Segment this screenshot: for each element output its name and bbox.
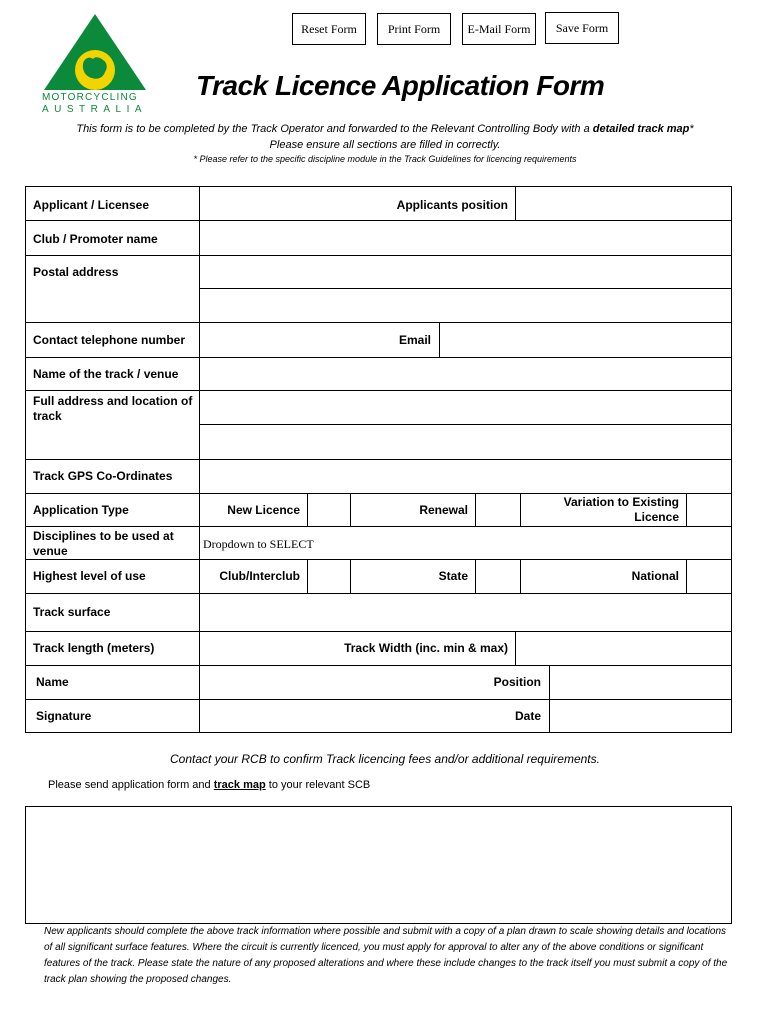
send-instructions: Please send application form and track map to your relevant SCB — [48, 779, 371, 791]
track-map-link[interactable]: track map — [213, 779, 266, 791]
email-label: Email — [398, 333, 431, 347]
club-promoter-label: Club / Promoter name — [33, 232, 158, 246]
position-input[interactable] — [550, 666, 731, 699]
contact-rcb-note: Contact your RCB to confirm Track licencing fees and/or additional requirements. — [170, 752, 600, 766]
applicant-input[interactable] — [200, 188, 340, 220]
intro-line-2: Please ensure all sections are filled in correctly. — [269, 139, 501, 151]
national-label: National — [631, 569, 679, 583]
save-form-button[interactable]: Save Form — [545, 12, 619, 44]
track-length-input[interactable] — [200, 632, 330, 665]
track-surface-label: Track surface — [33, 605, 111, 619]
state-label: State — [438, 569, 468, 583]
renewal-checkbox[interactable] — [476, 494, 520, 526]
variation-checkbox[interactable] — [687, 494, 731, 526]
full-address-input[interactable] — [200, 391, 731, 459]
club-interclub-checkbox[interactable] — [308, 560, 350, 593]
disciplines-label: Disciplines to be used at venue — [33, 529, 174, 558]
applicant-position-label: Applicants position — [396, 198, 508, 212]
highest-level-label: Highest level of use — [33, 569, 146, 583]
intro-line-3: * Please refer to the specific discipline module in the Track Guidelines for licencing requirements — [193, 154, 577, 164]
national-checkbox[interactable] — [687, 560, 731, 593]
gps-coordinates-label: Track GPS Co-Ordinates — [33, 469, 173, 483]
track-width-label: Track Width (inc. min & max) — [344, 641, 508, 655]
contact-telephone-input[interactable] — [200, 323, 350, 357]
applicant-label: Applicant / Licensee — [33, 198, 150, 212]
page-title: Track Licence Application Form — [196, 70, 605, 101]
track-width-input[interactable] — [516, 632, 731, 665]
intro-line-1: This form is to be completed by the Track Operator and forwarded to the Relevant Controlling Body with a detailed track map* — [76, 123, 694, 135]
track-venue-name-input[interactable] — [200, 358, 731, 390]
track-surface-input[interactable] — [200, 594, 731, 631]
track-length-label: Track length (meters) — [33, 641, 155, 655]
signature-input[interactable] — [200, 700, 430, 732]
motorcycling-australia-logo — [40, 12, 150, 116]
application-form-table — [25, 186, 732, 733]
name-input[interactable] — [200, 666, 430, 699]
notes-box[interactable] — [25, 806, 732, 924]
full-address-label: Full address and location of track — [33, 394, 193, 423]
new-applicants-note: New applicants should complete the above track information where possible and submit with a copy of a plan drawn to scale showing details and locations of all significant surface features. Where the circuit is currently licenced, you must apply for approval to alter any of the above conditions or significant features of the track. Please state the nature of any proposed alterations and where these include changes to the track itself you must submit a copy of the track plan showing the proposed changes. — [44, 926, 728, 985]
date-label: Date — [514, 709, 541, 723]
track-venue-name-label: Name of the track / venue — [33, 367, 179, 381]
date-input[interactable] — [550, 700, 731, 732]
renewal-label: Renewal — [419, 503, 468, 517]
email-form-button[interactable]: E-Mail Form — [462, 13, 536, 45]
state-checkbox[interactable] — [476, 560, 520, 593]
club-interclub-label: Club/Interclub — [219, 569, 300, 583]
print-form-button[interactable]: Print Form — [377, 13, 451, 45]
logo-text-line2: AUSTRALIA — [42, 104, 148, 115]
new-licence-label: New Licence — [227, 503, 300, 517]
variation-label: Variation to Existing Licence — [563, 495, 679, 524]
disciplines-dropdown[interactable]: Dropdown to SELECT — [203, 537, 314, 551]
logo-text-line1: MOTORCYCLING — [42, 92, 138, 103]
signature-label: Signature — [36, 709, 92, 723]
club-promoter-input[interactable] — [200, 221, 731, 255]
email-input[interactable] — [440, 323, 731, 357]
contact-telephone-label: Contact telephone number — [33, 333, 186, 347]
new-licence-checkbox[interactable] — [308, 494, 350, 526]
reset-form-button[interactable]: Reset Form — [292, 13, 366, 45]
name-label: Name — [36, 675, 69, 689]
postal-address-label: Postal address — [33, 265, 119, 279]
position-label: Position — [493, 675, 541, 689]
applicant-position-input[interactable] — [516, 188, 731, 220]
detailed-track-map-emphasis: detailed track map — [592, 123, 690, 135]
gps-coordinates-input[interactable] — [200, 460, 731, 493]
postal-address-input[interactable] — [200, 256, 731, 322]
application-type-label: Application Type — [33, 503, 129, 517]
logo-triangle-icon — [40, 12, 150, 92]
